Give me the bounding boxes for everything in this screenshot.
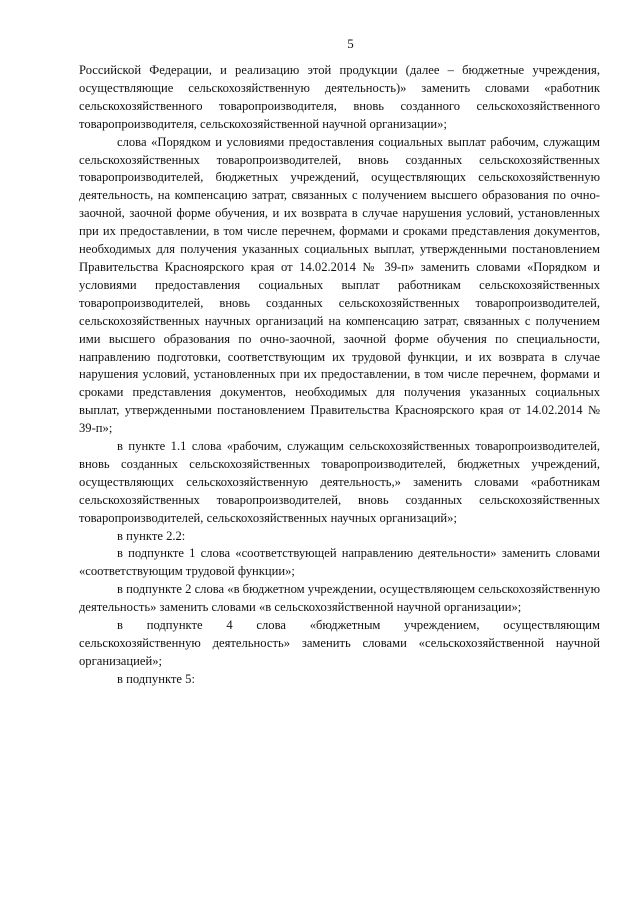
paragraph-subitem-4: в подпункте 4 слова «бюджетным учреждением, осуществляющим сельскохозяйственную деятельность» заменить словами «сельскохозяйственной научной организацией»; (79, 618, 600, 668)
paragraph-subitem-2: в подпункте 2 слова «в бюджетном учреждении, осуществляющем сельскохозяйственную деятельность» заменить словами «в сельскохозяйственной научной организации»; (79, 582, 601, 615)
paragraph-continuation: Российской Федерации, и реализацию этой продукции (далее – бюджетные учреждения, осуществляющие сельскохозяйственную деятельность)» заменить словами «работник сельскохозяйственного товаропроизводителя, вновь созданного сельскохозяйственного товаропроизводителя, сельскохозяйственной научной организации»; (79, 63, 600, 131)
paragraph-subitem-5: в подпункте 5: (117, 671, 195, 686)
paragraph-subitem-1: в подпункте 1 слова «соответствующей направлению деятельности» заменить словами «соответствующим трудовой функции»; (79, 546, 600, 579)
page-number: 5 (347, 36, 354, 51)
paragraph-words-replacement: слова «Порядком и условиями предоставления социальных выплат рабочим, служащим сельскохозяйственных товаропроизводителей, вновь созданных сельскохозяйственных товаропроизводителей, бюджетных учреждений, осуществляющих сельскохозяйственную деятельность, на компенсацию затрат, связанных с получением высшего образования по очно-заочной, заочной форме обучения, и их возврата в случае нарушения условий, установленных при их предоставлении, в том числе перечнем, формами и сроками представления документов, необходимых для получения указанных социальных выплат, утвержденными постановлением Правительства Красноярского края от 14.02.2014 № 39-п» заменить словами «Порядком и условиями предоставления социальных выплат работникам сельскохозяйственных товаропроизводителей, вновь созданных сельскохозяйственных товаропроизводителей, сельскохозяйственных научных организаций на компенсацию затрат, связанных с получением ими высшего образования по очно-заочной, заочной форме обучения по специальности, направлению подготовки, соответствующим их трудовой функции, и их возврата в случае нарушения условий, установленных при их предоставлении, в том числе перечнем, формами и сроками представления документов, необходимых для получения указанных социальных выплат, утвержденными постановлением Правительства Красноярского края от 14.02.2014 № 39-п»; (79, 134, 600, 436)
paragraph-item-1-1: в пункте 1.1 слова «рабочим, служащим сельскохозяйственных товаропроизводителей, вновь созданных сельскохозяйственных товаропроизводителей, бюджетных учреждений, осуществляющих сельскохозяйственную деятельность,» заменить словами «работникам сельскохозяйственных товаропроизводителей, вновь созданных сельскохозяйственных товаропроизводителей, сельскохозяйственных научных организаций»; (79, 439, 600, 525)
paragraph-item-2-2: в пункте 2.2: (117, 528, 186, 543)
document-body (79, 62, 600, 689)
